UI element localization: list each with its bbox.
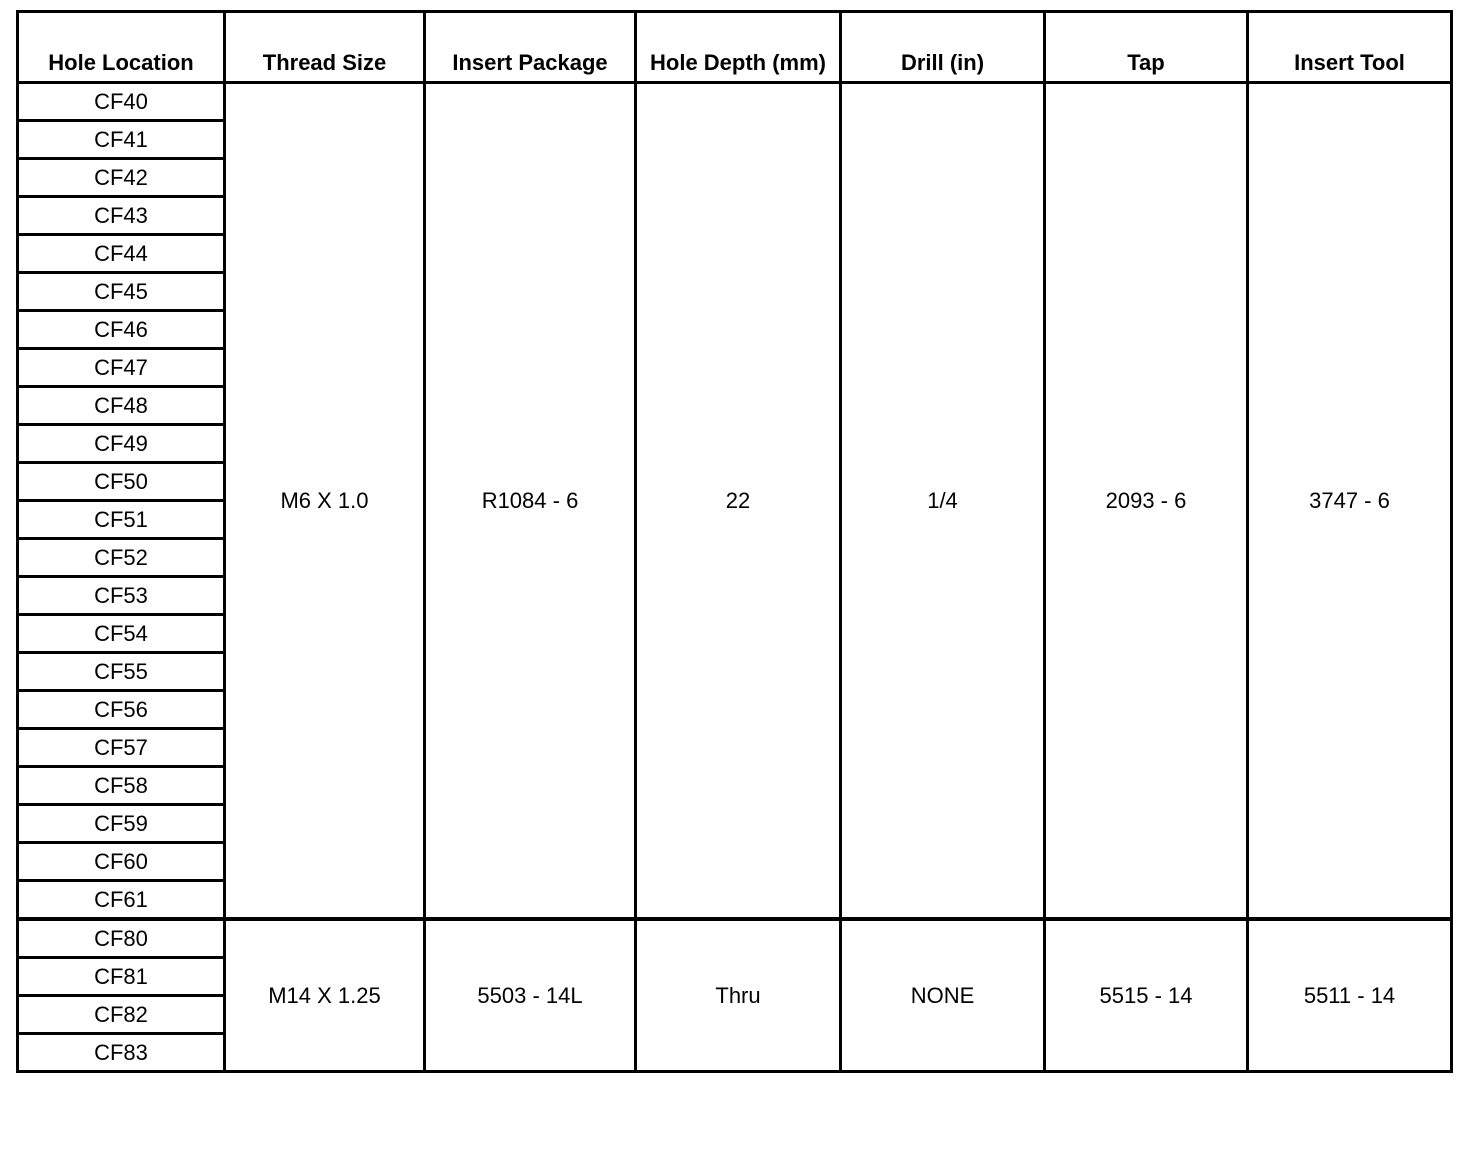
header-insert-package: Insert Package <box>425 12 636 83</box>
hole-location-cell: CF56 <box>18 691 225 729</box>
table-body <box>18 83 1452 1072</box>
hole-location-cell: CF61 <box>18 881 225 920</box>
hole-location-cell: CF50 <box>18 463 225 501</box>
hole-location-cell: CF83 <box>18 1034 225 1072</box>
thread-size-cell: M6 X 1.0 <box>225 83 425 920</box>
header-row <box>18 12 1452 83</box>
header-hole-depth: Hole Depth (mm) <box>636 12 841 83</box>
insert-tool-cell: 5511 - 14 <box>1248 919 1452 1072</box>
hole-location-cell: CF48 <box>18 387 225 425</box>
hole-depth-cell: 22 <box>636 83 841 920</box>
hole-location-cell: CF52 <box>18 539 225 577</box>
header-tap: Tap <box>1045 12 1248 83</box>
hole-location-cell: CF59 <box>18 805 225 843</box>
hole-location-cell: CF43 <box>18 197 225 235</box>
hole-location-cell: CF42 <box>18 159 225 197</box>
insert-package-cell: R1084 - 6 <box>425 83 636 920</box>
tap-cell: 2093 - 6 <box>1045 83 1248 920</box>
hole-location-cell: CF41 <box>18 121 225 159</box>
thread-size-cell: M14 X 1.25 <box>225 919 425 1072</box>
hole-location-cell: CF58 <box>18 767 225 805</box>
hole-location-cell: CF53 <box>18 577 225 615</box>
drill-cell: NONE <box>841 919 1045 1072</box>
header-insert-tool: Insert Tool <box>1248 12 1452 83</box>
hole-location-cell: CF80 <box>18 919 225 958</box>
hole-location-cell: CF81 <box>18 958 225 996</box>
hole-location-cell: CF47 <box>18 349 225 387</box>
hole-spec-table <box>16 10 1453 1073</box>
hole-depth-cell: Thru <box>636 919 841 1072</box>
header-hole-location: Hole Location <box>18 12 225 83</box>
header-thread-size: Thread Size <box>225 12 425 83</box>
table-row <box>18 83 1452 121</box>
hole-location-cell: CF57 <box>18 729 225 767</box>
hole-location-cell: CF51 <box>18 501 225 539</box>
hole-location-cell: CF49 <box>18 425 225 463</box>
hole-location-cell: CF55 <box>18 653 225 691</box>
tap-cell: 5515 - 14 <box>1045 919 1248 1072</box>
hole-location-cell: CF82 <box>18 996 225 1034</box>
hole-location-cell: CF54 <box>18 615 225 653</box>
hole-location-cell: CF45 <box>18 273 225 311</box>
hole-location-cell: CF44 <box>18 235 225 273</box>
hole-location-cell: CF60 <box>18 843 225 881</box>
drill-cell: 1/4 <box>841 83 1045 920</box>
insert-tool-cell: 3747 - 6 <box>1248 83 1452 920</box>
insert-package-cell: 5503 - 14L <box>425 919 636 1072</box>
table-row <box>18 919 1452 958</box>
hole-location-cell: CF40 <box>18 83 225 121</box>
header-drill: Drill (in) <box>841 12 1045 83</box>
hole-location-cell: CF46 <box>18 311 225 349</box>
